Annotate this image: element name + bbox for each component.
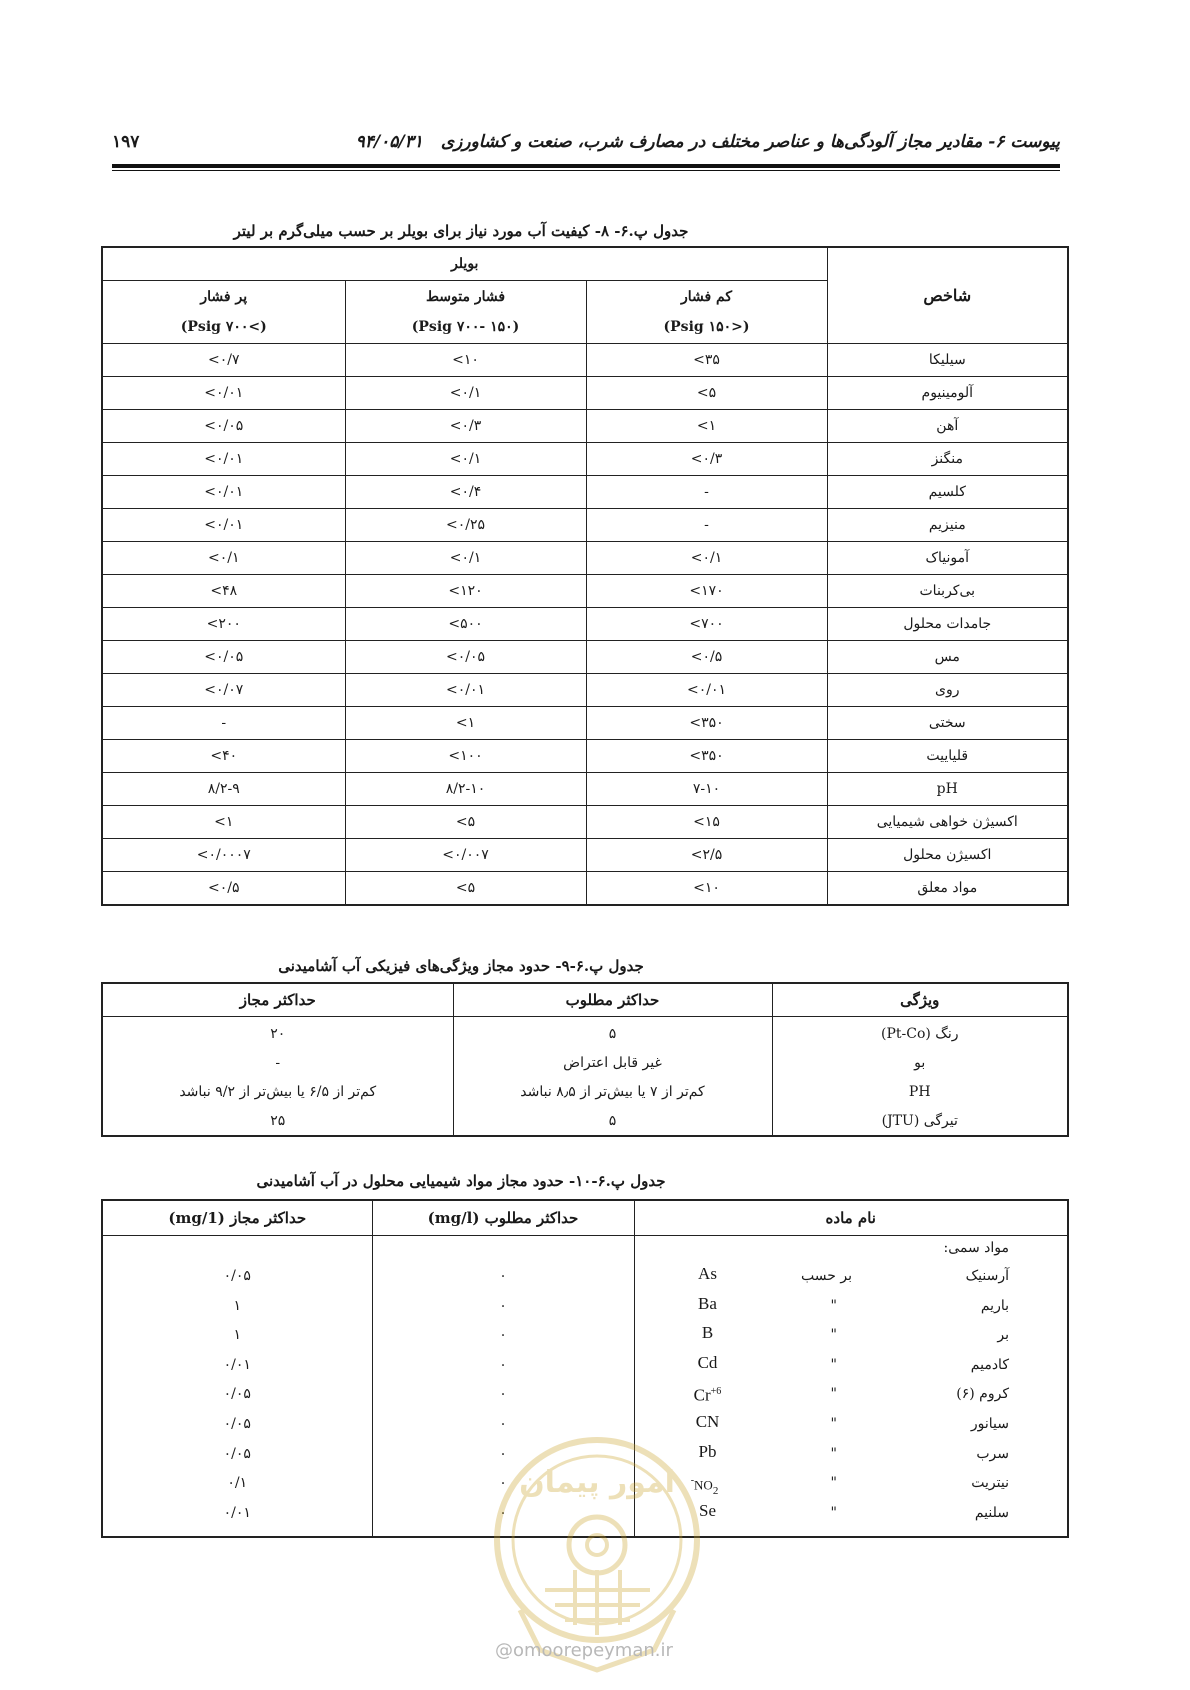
desired-value: ۰ <box>499 1327 507 1344</box>
row-name: جامدات محلول <box>827 608 1068 641</box>
ditto-mark: " <box>830 1416 837 1432</box>
table-row <box>635 1351 1068 1381</box>
allowed-value: ۰/۰۵ <box>223 1415 251 1432</box>
row-high: ۰/۰۱> <box>102 377 345 410</box>
by-label: بر حسب <box>801 1268 852 1284</box>
row-low: ۳۵> <box>586 344 827 377</box>
row-mid: ۱۰> <box>345 344 586 377</box>
row-high: ۰/۷> <box>102 344 345 377</box>
table-row <box>102 509 1068 542</box>
ditto-mark: " <box>830 1504 837 1521</box>
table9-physical-properties <box>101 982 1069 1137</box>
row-mid: ۵> <box>345 872 586 906</box>
table-row <box>102 1048 1068 1077</box>
table10-header-desired: حداکثر مطلوب (mg/l) <box>372 1200 634 1236</box>
chemical-symbol-charge: - <box>690 1475 695 1487</box>
allowed-value: ۰/۰۵ <box>223 1268 251 1284</box>
substance-name: سلنیم <box>974 1504 1009 1521</box>
chemical-symbol-text: B <box>701 1323 714 1343</box>
desired-value: ۰ <box>499 1356 507 1373</box>
row-allowed: کم‌تر از ۶/۵ یا بیش‌تر از ۹/۲ نباشد <box>102 1077 453 1106</box>
row-mid: ۵۰۰> <box>345 608 586 641</box>
row-mid: ۰/۰۰۷> <box>345 839 586 872</box>
row-name: منیزیم <box>827 509 1068 542</box>
table-row <box>635 1321 1068 1351</box>
row-mid: ۰/۰۱> <box>345 674 586 707</box>
desired-value: ۰ <box>499 1445 507 1462</box>
table9-header-allowed: حداکثر مجاز <box>102 983 453 1017</box>
ditto-mark: " <box>830 1386 837 1403</box>
chemical-symbol-text: Cd <box>697 1352 718 1372</box>
allowed-value: ۰/۰۱ <box>223 1504 251 1521</box>
chemical-symbol-sup: +6 <box>710 1386 722 1398</box>
row-mid: ۰/۰۵> <box>345 641 586 674</box>
desired-value: ۰ <box>499 1475 507 1492</box>
watermark-site: @omoorepeyman.ir <box>495 1640 673 1661</box>
row-high: ۴۰> <box>102 740 345 773</box>
table9-header-desired: حداکثر مطلوب <box>453 983 772 1017</box>
table-row <box>102 476 1068 509</box>
row-name: pH <box>827 773 1068 806</box>
row-low: - <box>586 509 827 542</box>
row-name: کلسیم <box>827 476 1068 509</box>
row-property: بو <box>772 1048 1068 1077</box>
row-low: ۷۰۰> <box>586 608 827 641</box>
chemical-symbol-text: NO <box>694 1477 713 1493</box>
chemical-symbol <box>680 1321 736 1345</box>
row-mid: ۰/۲۵> <box>345 509 586 542</box>
header-date: ۹۴/۰۵/۳۱ <box>355 132 423 152</box>
row-allowed: ۲۰ <box>102 1017 453 1049</box>
table-row <box>102 443 1068 476</box>
table8-header-boiler: بویلر <box>102 247 827 281</box>
table10-caption: جدول پ.۶-۱۰- حدود مجاز مواد شیمیایی محلول در آب آشامیدنی <box>256 1172 666 1190</box>
header-title <box>356 132 1060 152</box>
allowed-value: ۱ <box>233 1327 242 1344</box>
row-desired: غیر قابل اعتراض <box>453 1048 772 1077</box>
row-low: ۵> <box>586 377 827 410</box>
row-high: ۰/۰۱> <box>102 443 345 476</box>
table-row <box>102 410 1068 443</box>
row-high: ۰/۰۱> <box>102 509 345 542</box>
row-high: ۰/۰۰۰۷> <box>102 839 345 872</box>
table8-header-high-label: پر فشار <box>200 289 248 305</box>
desired-value: ۰ <box>499 1268 507 1284</box>
table8-header-index: شاخص <box>827 247 1068 344</box>
row-high: - <box>102 707 345 740</box>
row-allowed: - <box>102 1048 453 1077</box>
row-low: ۰/۰۱> <box>586 674 827 707</box>
allowed-value: ۰/۱ <box>227 1475 248 1492</box>
row-high: ۰/۰۵> <box>102 410 345 443</box>
table-row <box>102 575 1068 608</box>
table-row <box>102 707 1068 740</box>
row-low: ۱۵> <box>586 806 827 839</box>
table-row <box>102 608 1068 641</box>
row-high: ۰/۰۱> <box>102 476 345 509</box>
substance-name: باریم <box>980 1297 1009 1314</box>
row-high: ۰/۰۵> <box>102 641 345 674</box>
table8-header-mid-range: (۱۵۰ -۷۰۰ Psig) <box>411 319 520 335</box>
row-low: ۱۰> <box>586 872 827 906</box>
watermark-seal-text: امور پیمان <box>519 1465 675 1500</box>
substance-name: کروم (۶) <box>956 1386 1009 1403</box>
table-row <box>635 1262 1068 1292</box>
row-low: ۳۵۰> <box>586 740 827 773</box>
row-mid: ۱> <box>345 707 586 740</box>
ditto-mark: " <box>830 1327 837 1344</box>
row-desired: ۵ <box>453 1106 772 1136</box>
row-name: بی‌کربنات <box>827 575 1068 608</box>
watermark-site-text: omoorepeyman.ir <box>513 1640 673 1661</box>
chemical-symbol-sub: 2 <box>712 1485 719 1498</box>
table-row <box>102 872 1068 906</box>
row-name: سختی <box>827 707 1068 740</box>
desired-value: ۰ <box>499 1504 507 1521</box>
row-desired: کم‌تر از ۷ یا بیش‌تر از ۸٫۵ نباشد <box>453 1077 772 1106</box>
table-row <box>102 1017 1068 1049</box>
row-name: اکسیژن خواهی شیمیایی <box>827 806 1068 839</box>
table8-header-low-label: کم فشار <box>680 289 733 305</box>
chemical-symbol <box>680 1351 736 1375</box>
row-high: ۰/۵> <box>102 872 345 906</box>
header-rule-thick <box>112 164 1060 168</box>
chemical-symbol <box>680 1262 736 1286</box>
table8-header-mid <box>345 281 586 344</box>
row-low: ۷-۱۰ <box>586 773 827 806</box>
page-header <box>112 128 1060 162</box>
table-row <box>635 1380 1068 1410</box>
chemical-symbol <box>680 1292 736 1316</box>
table-row <box>102 839 1068 872</box>
chemical-symbol-text: As <box>698 1264 717 1283</box>
row-mid: ۰/۱> <box>345 377 586 410</box>
row-name: آهن <box>827 410 1068 443</box>
table-row <box>102 674 1068 707</box>
row-allowed: ۲۵ <box>102 1106 453 1136</box>
row-low: ۰/۳> <box>586 443 827 476</box>
row-high: ۲۰۰> <box>102 608 345 641</box>
ditto-mark: " <box>830 1445 837 1462</box>
table8-caption: جدول پ.۶- ۸- کیفیت آب مورد نیاز برای بویلر بر حسب میلی‌گرم بر لیتر <box>233 222 689 240</box>
row-name: مس <box>827 641 1068 674</box>
row-property: رنگ (Pt-Co) <box>772 1017 1068 1049</box>
row-mid: ۰/۴> <box>345 476 586 509</box>
row-name: سیلیکا <box>827 344 1068 377</box>
chemical-symbol-text: Ba <box>698 1293 717 1313</box>
table8-header-low-range: (<۱۵۰ Psig) <box>663 319 750 335</box>
row-high: ۰/۱> <box>102 542 345 575</box>
ditto-mark: " <box>830 1356 837 1373</box>
row-high: ۴۸> <box>102 575 345 608</box>
ditto-mark: " <box>830 1297 837 1314</box>
row-mid: ۰/۳> <box>345 410 586 443</box>
table10-group-label: مواد سمی: <box>943 1240 1009 1256</box>
chemical-symbol-text: CN <box>695 1412 720 1431</box>
table10-allowed-column <box>102 1236 372 1538</box>
row-low: ۰/۵> <box>586 641 827 674</box>
table8-header-high <box>102 281 345 344</box>
row-low: ۲/۵> <box>586 839 827 872</box>
row-name: قلیاییت <box>827 740 1068 773</box>
table-row <box>102 1106 1068 1136</box>
desired-value: ۰ <box>499 1415 507 1432</box>
table8-header-mid-label: فشار متوسط <box>425 289 506 305</box>
row-high: ۰/۰۷> <box>102 674 345 707</box>
chemical-symbol-text: Pb <box>698 1441 717 1461</box>
row-desired: ۵ <box>453 1017 772 1049</box>
row-name: مواد معلق <box>827 872 1068 906</box>
table-row <box>102 344 1068 377</box>
desired-value: ۰ <box>499 1386 507 1403</box>
substance-name: سیانور <box>970 1416 1009 1432</box>
allowed-value: ۰/۰۵ <box>223 1445 251 1462</box>
row-mid: ۸/۲-۱۰ <box>345 773 586 806</box>
table-row <box>102 1077 1068 1106</box>
table-row <box>635 1292 1068 1322</box>
table9-caption: جدول پ.۶-۹- حدود مجاز ویژگی‌های فیزیکی آب آشامیدنی <box>278 957 644 975</box>
row-low: - <box>586 476 827 509</box>
table8-boiler-water-quality <box>101 246 1069 906</box>
row-name: آمونیاک <box>827 542 1068 575</box>
substance-name: نیتریت <box>971 1475 1009 1492</box>
row-name: روی <box>827 674 1068 707</box>
row-mid: ۰/۱> <box>345 443 586 476</box>
row-property: PH <box>772 1077 1068 1106</box>
substance-name: بر <box>997 1327 1009 1344</box>
table8-header-high-range: (>۷۰۰ Psig) <box>180 319 267 335</box>
row-mid: ۱۲۰> <box>345 575 586 608</box>
chemical-symbol <box>680 1380 736 1408</box>
chemical-symbol-text: Se <box>699 1500 716 1520</box>
allowed-value: ۰/۰۵ <box>223 1386 251 1403</box>
substance-name: کادمیم <box>970 1356 1009 1373</box>
allowed-value: ۰/۰۱ <box>223 1356 251 1373</box>
chemical-symbol-text: Cr <box>693 1386 711 1406</box>
substance-name: آرسنیک <box>965 1268 1009 1284</box>
ditto-mark: " <box>830 1475 837 1492</box>
header-rule-thin <box>112 170 1060 171</box>
row-name: منگنز <box>827 443 1068 476</box>
row-mid: ۵> <box>345 806 586 839</box>
table10-header-name: نام ماده <box>634 1200 1068 1236</box>
row-low: ۳۵۰> <box>586 707 827 740</box>
row-mid: ۰/۱> <box>345 542 586 575</box>
table-row <box>102 542 1068 575</box>
substance-name: سرب <box>976 1445 1009 1462</box>
table9-header-property: ویژگی <box>772 983 1068 1017</box>
row-high: ۱> <box>102 806 345 839</box>
table-row <box>102 806 1068 839</box>
row-high: ۸/۲-۹ <box>102 773 345 806</box>
row-property: تیرگی (JTU) <box>772 1106 1068 1136</box>
row-mid: ۱۰۰> <box>345 740 586 773</box>
row-name: اکسیژن محلول <box>827 839 1068 872</box>
table-row <box>102 773 1068 806</box>
table8-header-low <box>586 281 827 344</box>
table-row <box>102 641 1068 674</box>
row-low: ۱۷۰> <box>586 575 827 608</box>
row-low: ۱> <box>586 410 827 443</box>
row-name: آلومینیوم <box>827 377 1068 410</box>
desired-value: ۰ <box>499 1297 507 1314</box>
allowed-value: ۱ <box>233 1297 242 1314</box>
row-low: ۰/۱> <box>586 542 827 575</box>
table-row <box>102 377 1068 410</box>
page-number: ۱۹۷ <box>112 132 140 152</box>
table-row <box>102 740 1068 773</box>
header-title-text: پیوست ۶- مقادیر مجاز آلودگی‌ها و عناصر مختلف در مصارف شرب، صنعت و کشاورزی <box>440 132 1060 152</box>
table10-header-allowed: حداکثر مجاز (mg/1) <box>102 1200 372 1236</box>
